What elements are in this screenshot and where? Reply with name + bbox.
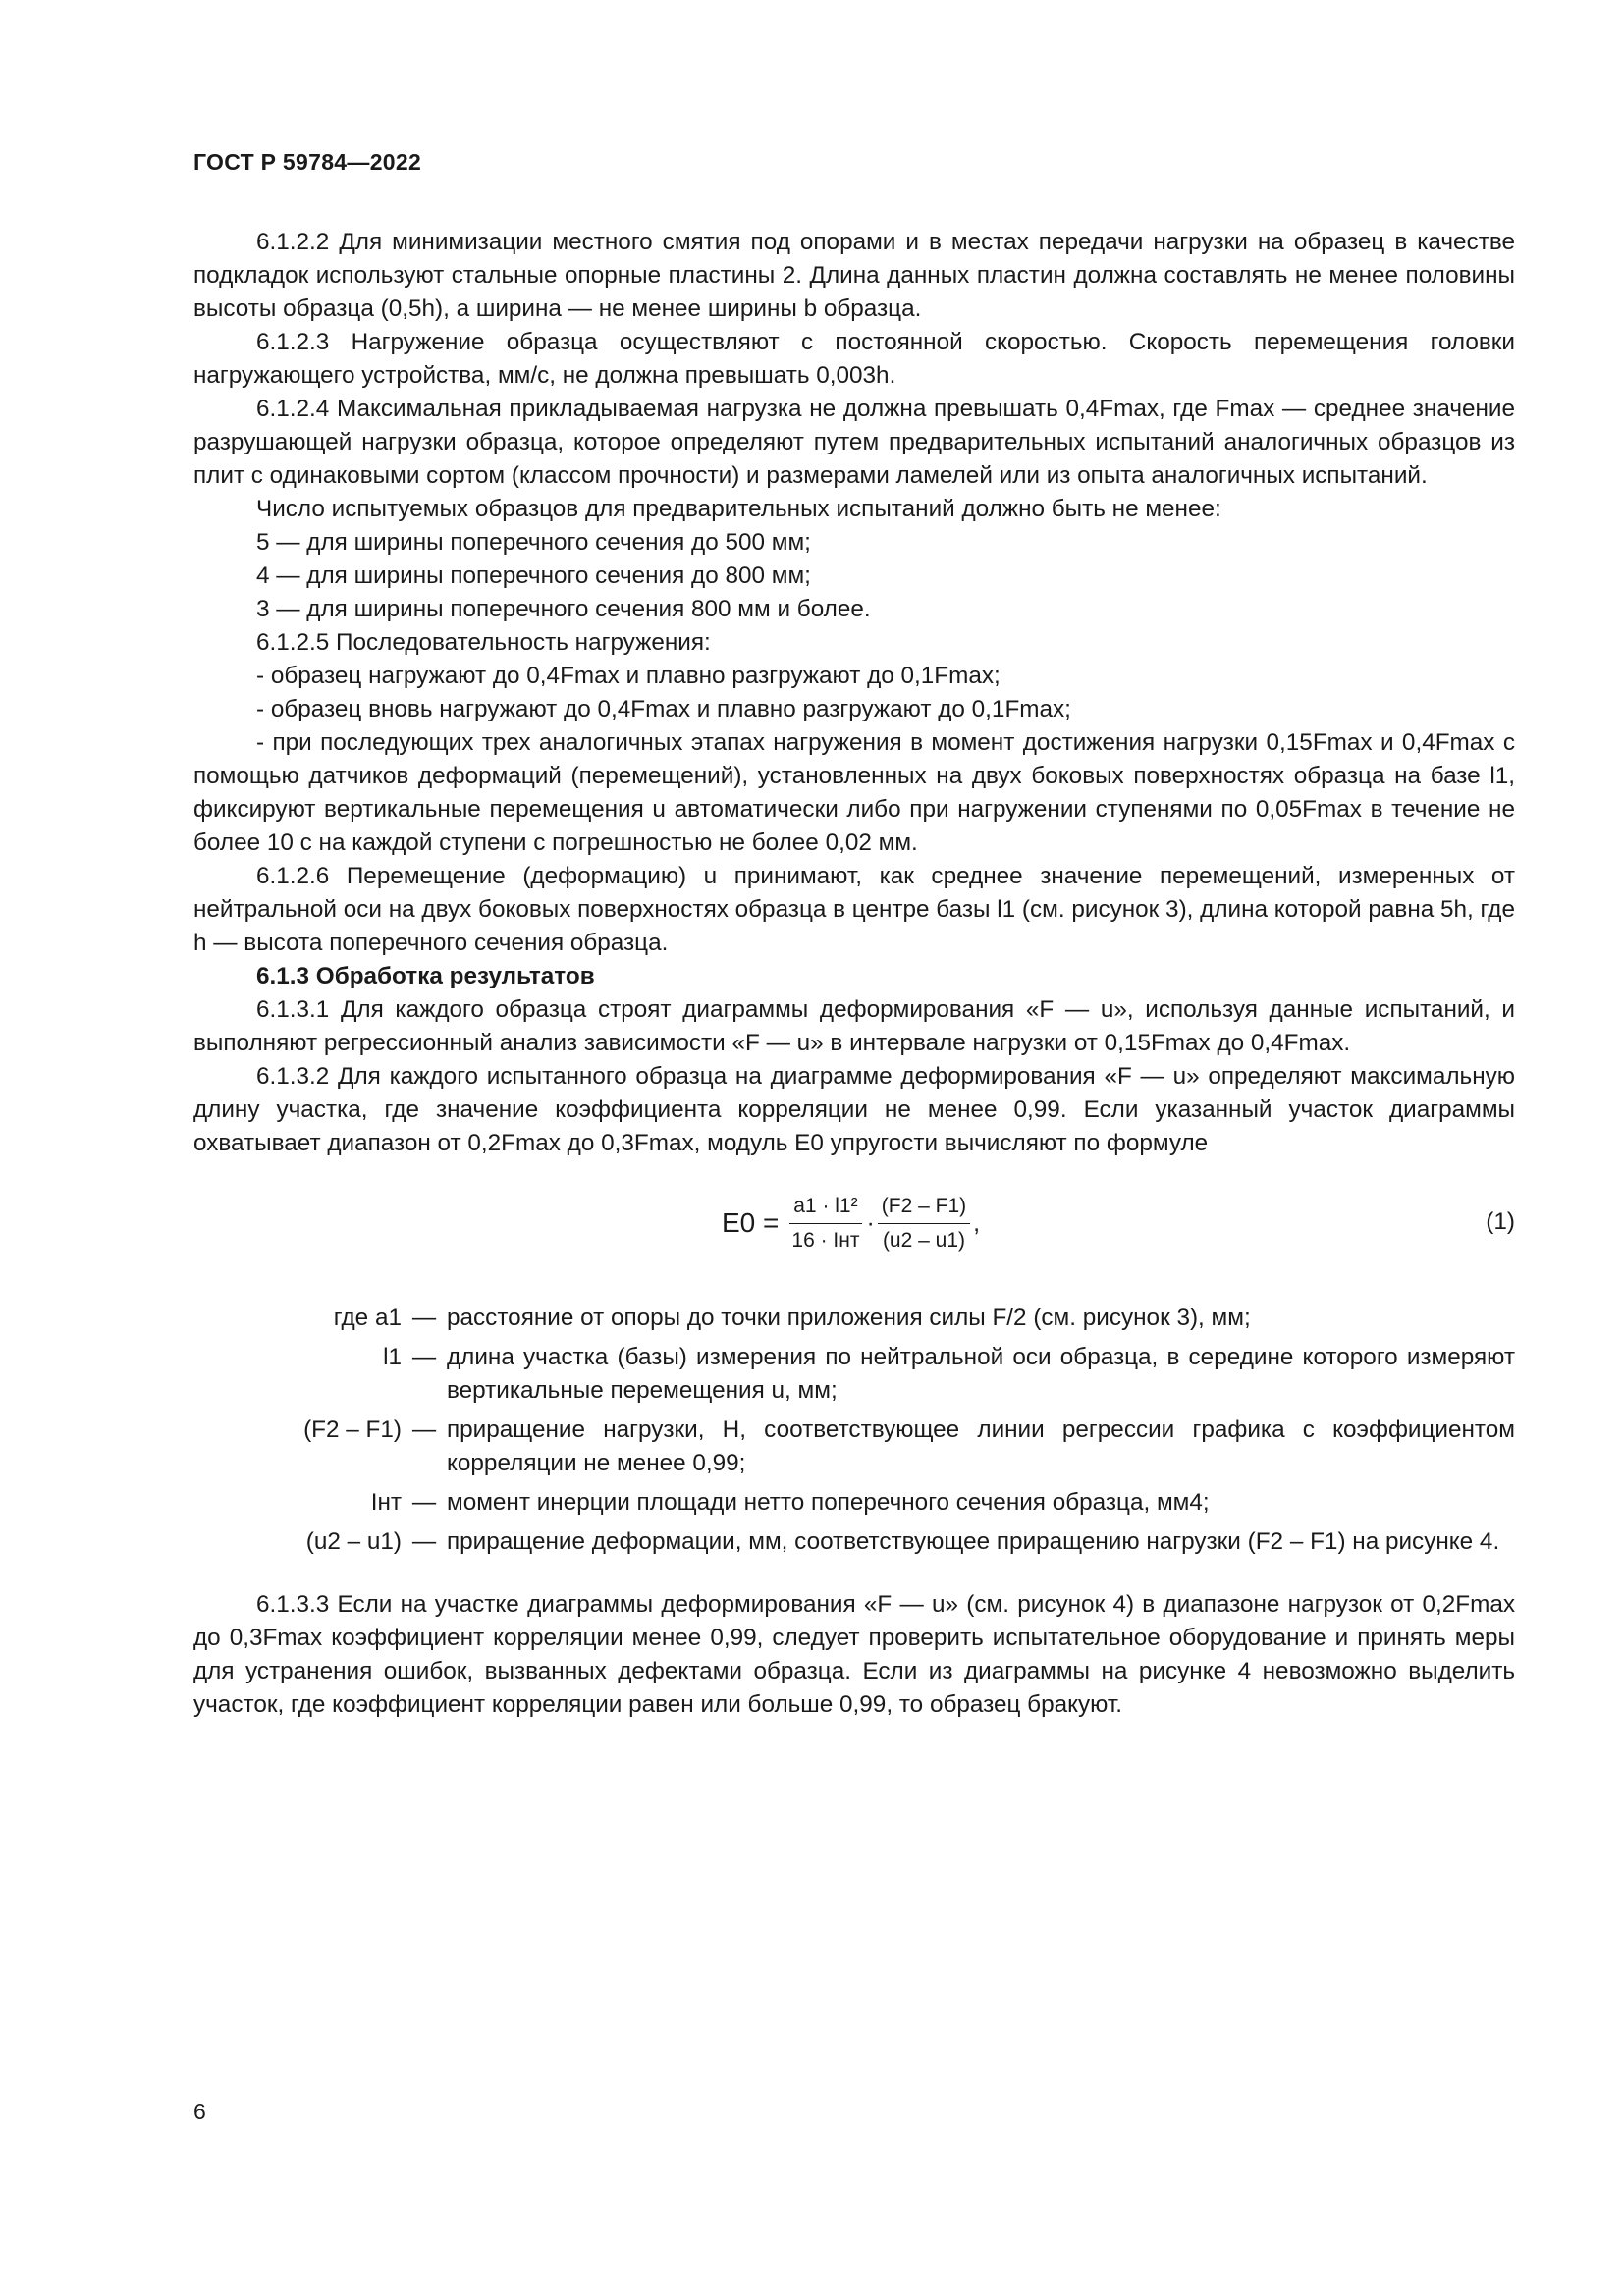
fraction-numerator: (F2 – F1) <box>878 1192 970 1224</box>
legend-dash: — <box>411 1416 437 1443</box>
formula-legend <box>193 1302 1515 1559</box>
paragraph-6-1-3-3: 6.1.3.3 Если на участке диаграммы деформирования «F — u» (см. рисунок 4) в диапазоне нагрузок от 0,2Fmax до 0,3Fmax коэффициент корреляции менее 0,99, следует проверить испытательное оборудование и принять меры для устранения ошибок, вызванных дефектами образца. Если из диаграммы на рисунке 4 невозможно выделить участок, где коэффициент корреляции равен или больше 0,99, то образец бракуют. <box>193 1591 1515 1718</box>
fraction-denominator: 16 · Iнт <box>791 1228 860 1252</box>
sample-count-item: 5 — для ширины поперечного сечения до 500 мм; <box>256 529 811 556</box>
legend-dash: — <box>411 1305 437 1331</box>
sample-count-intro: Число испытуемых образцов для предварительных испытаний должно быть не менее: <box>256 496 1221 522</box>
paragraph-6-1-2-5: 6.1.2.5 Последовательность нагружения: <box>256 629 711 656</box>
paragraph-6-1-2-4: 6.1.2.4 Максимальная прикладываемая нагрузка не должна превышать 0,4Fmax, где Fmax — среднее значение разрушающей нагрузки образца, которое определяют путем предварительных испытаний аналогичных образцов из плит с одинаковыми сортом (классом прочности) и размерами ламелей или из опыта аналогичных испытаний. <box>193 396 1515 489</box>
legend-row <box>193 1341 1515 1408</box>
formula-1 <box>193 1174 1515 1272</box>
legend-text: приращение деформации, мм, соответствующее приращению нагрузки (F2 – F1) на рисунке 4. <box>447 1528 1500 1555</box>
legend-symbol: (u2 – u1) <box>305 1528 402 1555</box>
formula-comma: , <box>973 1209 981 1237</box>
legend-dash: — <box>411 1344 437 1370</box>
legend-row <box>193 1414 1515 1480</box>
formula-lhs: E0 = <box>722 1207 780 1238</box>
legend-text: длина участка (базы) измерения по нейтральной оси образца, в середине которого измеряют вертикальные перемещения u, мм; <box>447 1344 1515 1404</box>
legend-text: момент инерции площади нетто поперечного сечения образца, мм4; <box>447 1489 1210 1516</box>
document-body <box>193 226 1515 1722</box>
formula-number: (1) <box>1486 1208 1515 1235</box>
section-heading-6-1-3: 6.1.3 Обработка результатов <box>256 963 595 989</box>
paragraph-6-1-2-6: 6.1.2.6 Перемещение (деформацию) u принимают, как среднее значение перемещений, измеренных от нейтральной оси на двух боковых поверхностях образца в центре базы l1 (см. рисунок 3), длина которой равна 5h, где h — высота поперечного сечения образца. <box>193 863 1515 956</box>
legend-text: расстояние от опоры до точки приложения силы F/2 (см. рисунок 3), мм; <box>447 1305 1251 1331</box>
legend-symbol: l1 <box>383 1344 402 1370</box>
loading-step: - образец вновь нагружают до 0,4Fmax и плавно разгружают до 0,1Fmax; <box>256 696 1071 722</box>
fraction-denominator: (u2 – u1) <box>882 1228 965 1252</box>
loading-step: - при последующих трех аналогичных этапах нагружения в момент достижения нагрузки 0,15Fmax и 0,4Fmax с помощью датчиков деформаций (перемещений), установленных на двух боковых поверхностях образца на базе l1, фиксируют вертикальные перемещения u автоматически либо при нагружении ступенями по 0,05Fmax в течение не более 10 с на каждой ступени с погрешностью не более 0,02 мм. <box>193 729 1515 856</box>
multiply-dot: · <box>866 1209 875 1237</box>
legend-row <box>193 1486 1515 1520</box>
legend-symbol: (F2 – F1) <box>303 1416 402 1443</box>
legend-dash: — <box>411 1528 437 1555</box>
legend-dash: — <box>411 1489 437 1516</box>
legend-symbol: Iнт <box>370 1489 402 1516</box>
legend-intro: где <box>333 1305 369 1331</box>
page-number: 6 <box>193 2099 206 2124</box>
standard-header: ГОСТ Р 59784—2022 <box>193 149 422 175</box>
formula-fraction-1 <box>787 1192 863 1255</box>
formula-expression <box>722 1174 980 1272</box>
paragraph-6-1-2-2: 6.1.2.2 Для минимизации местного смятия под опорами и в местах передачи нагрузки на образец в качестве подкладок используют стальные опорные пластины 2. Длина данных пластин должна составлять не менее половины высоты образца (0,5h), а ширина — не менее ширины b образца. <box>193 229 1515 322</box>
paragraph-6-1-3-1: 6.1.3.1 Для каждого образца строят диаграммы деформирования «F — u», используя данные испытаний, и выполняют регрессионный анализ зависимости «F — u» в интервале нагрузки от 0,15Fmax до 0,4Fmax. <box>193 996 1515 1056</box>
legend-text: приращение нагрузки, Н, соответствующее линии регрессии графика с коэффициентом корреляции не менее 0,99; <box>447 1416 1515 1476</box>
paragraph-6-1-3-2: 6.1.3.2 Для каждого испытанного образца на диаграмме деформирования «F — u» определяют максимальную длину участка, где значение коэффициента корреляции не менее 0,99. Если указанный участок диаграммы охватывает диапазон от 0,2Fmax до 0,3Fmax, модуль E0 упругости вычисляют по формуле <box>193 1063 1515 1156</box>
fraction-numerator: a1 · l1² <box>789 1192 861 1224</box>
paragraph-6-1-2-3: 6.1.2.3 Нагружение образца осуществляют с постоянной скоростью. Скорость перемещения головки нагружающего устройства, мм/с, не должна превышать 0,003h. <box>193 329 1515 389</box>
loading-step: - образец нагружают до 0,4Fmax и плавно разгружают до 0,1Fmax; <box>256 663 1001 689</box>
formula-fraction-2 <box>878 1192 970 1255</box>
sample-count-item: 3 — для ширины поперечного сечения 800 мм и более. <box>256 596 871 622</box>
legend-row <box>193 1302 1515 1335</box>
sample-count-item: 4 — для ширины поперечного сечения до 800 мм; <box>256 562 811 589</box>
legend-symbol: где a1 <box>333 1305 402 1331</box>
legend-row <box>193 1525 1515 1559</box>
